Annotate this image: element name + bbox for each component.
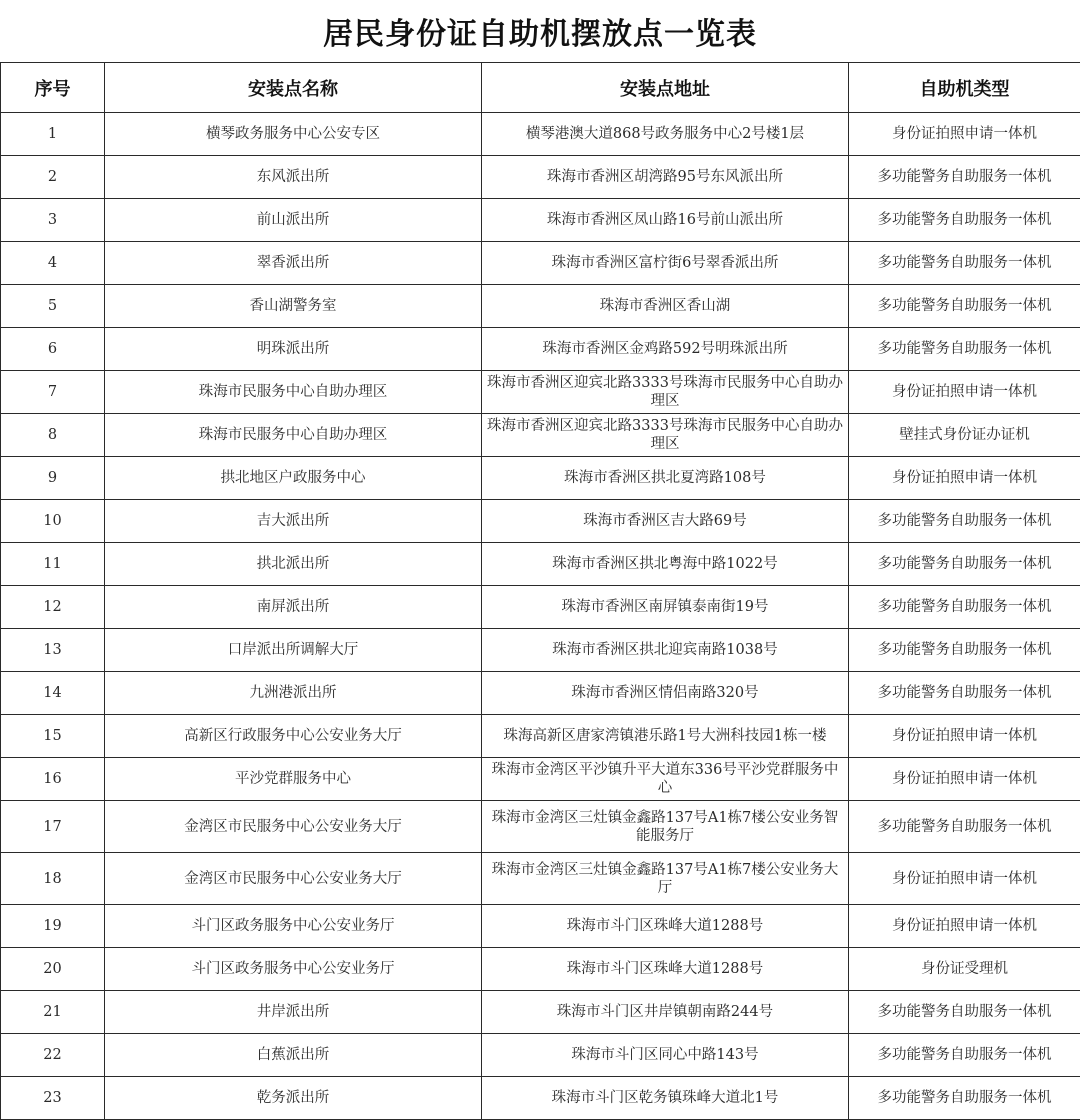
cell-location-address: 珠海市斗门区井岸镇朝南路244号 — [482, 991, 849, 1034]
cell-location-name: 南屏派出所 — [105, 586, 482, 629]
cell-index: 19 — [1, 905, 105, 948]
table-row — [1, 758, 1080, 801]
cell-location-address: 珠海市金湾区平沙镇升平大道东336号平沙党群服务中心 — [482, 758, 849, 801]
cell-index: 3 — [1, 199, 105, 242]
cell-location-name: 东风派出所 — [105, 156, 482, 199]
cell-index: 15 — [1, 715, 105, 758]
table-row — [1, 1077, 1080, 1120]
cell-location-name: 金湾区市民服务中心公安业务大厅 — [105, 853, 482, 905]
table-row — [1, 948, 1080, 991]
cell-kiosk-type: 多功能警务自助服务一体机 — [849, 1077, 1080, 1120]
cell-kiosk-type: 身份证拍照申请一体机 — [849, 715, 1080, 758]
cell-location-address: 珠海市香洲区拱北粤海中路1022号 — [482, 543, 849, 586]
cell-kiosk-type: 多功能警务自助服务一体机 — [849, 500, 1080, 543]
cell-kiosk-type: 多功能警务自助服务一体机 — [849, 199, 1080, 242]
cell-location-address: 珠海市香洲区吉大路69号 — [482, 500, 849, 543]
cell-index: 23 — [1, 1077, 105, 1120]
cell-location-name: 金湾区市民服务中心公安业务大厅 — [105, 801, 482, 853]
table-row — [1, 905, 1080, 948]
cell-kiosk-type: 身份证拍照申请一体机 — [849, 853, 1080, 905]
cell-index: 18 — [1, 853, 105, 905]
cell-location-address: 珠海市香洲区迎宾北路3333号珠海市民服务中心自助办理区 — [482, 371, 849, 414]
cell-index: 9 — [1, 457, 105, 500]
cell-kiosk-type: 多功能警务自助服务一体机 — [849, 156, 1080, 199]
table-row — [1, 113, 1080, 156]
table-row — [1, 285, 1080, 328]
cell-location-name: 井岸派出所 — [105, 991, 482, 1034]
cell-index: 10 — [1, 500, 105, 543]
cell-location-address: 珠海高新区唐家湾镇港乐路1号大洲科技园1栋一楼 — [482, 715, 849, 758]
cell-location-address: 珠海市斗门区乾务镇珠峰大道北1号 — [482, 1077, 849, 1120]
table-row — [1, 242, 1080, 285]
cell-location-name: 翠香派出所 — [105, 242, 482, 285]
cell-index: 13 — [1, 629, 105, 672]
table-row — [1, 853, 1080, 905]
table-row — [1, 586, 1080, 629]
cell-location-name: 前山派出所 — [105, 199, 482, 242]
cell-location-name: 平沙党群服务中心 — [105, 758, 482, 801]
cell-location-name: 香山湖警务室 — [105, 285, 482, 328]
header-index: 序号 — [1, 63, 105, 113]
kiosk-location-table — [0, 62, 1080, 1120]
cell-location-name: 珠海市民服务中心自助办理区 — [105, 371, 482, 414]
cell-kiosk-type: 身份证受理机 — [849, 948, 1080, 991]
cell-index: 5 — [1, 285, 105, 328]
cell-location-address: 珠海市斗门区同心中路143号 — [482, 1034, 849, 1077]
cell-location-name: 斗门区政务服务中心公安业务厅 — [105, 948, 482, 991]
cell-location-name: 珠海市民服务中心自助办理区 — [105, 414, 482, 457]
cell-kiosk-type: 多功能警务自助服务一体机 — [849, 991, 1080, 1034]
table-row — [1, 328, 1080, 371]
cell-location-address: 珠海市香洲区情侣南路320号 — [482, 672, 849, 715]
cell-location-address: 珠海市香洲区凤山路16号前山派出所 — [482, 199, 849, 242]
cell-kiosk-type: 身份证拍照申请一体机 — [849, 113, 1080, 156]
cell-index: 7 — [1, 371, 105, 414]
cell-location-address: 珠海市香洲区迎宾北路3333号珠海市民服务中心自助办理区 — [482, 414, 849, 457]
table-header-row — [1, 63, 1080, 113]
cell-location-name: 横琴政务服务中心公安专区 — [105, 113, 482, 156]
cell-location-name: 口岸派出所调解大厅 — [105, 629, 482, 672]
cell-location-address: 珠海市香洲区金鸡路592号明珠派出所 — [482, 328, 849, 371]
cell-kiosk-type: 多功能警务自助服务一体机 — [849, 586, 1080, 629]
cell-index: 8 — [1, 414, 105, 457]
cell-location-name: 乾务派出所 — [105, 1077, 482, 1120]
header-location-name: 安装点名称 — [105, 63, 482, 113]
cell-kiosk-type: 多功能警务自助服务一体机 — [849, 285, 1080, 328]
cell-location-name: 斗门区政务服务中心公安业务厅 — [105, 905, 482, 948]
table-row — [1, 672, 1080, 715]
cell-location-name: 拱北地区户政服务中心 — [105, 457, 482, 500]
table-row — [1, 801, 1080, 853]
cell-kiosk-type: 身份证拍照申请一体机 — [849, 905, 1080, 948]
table-row — [1, 715, 1080, 758]
cell-index: 11 — [1, 543, 105, 586]
table-row — [1, 543, 1080, 586]
cell-location-address: 珠海市香洲区南屏镇泰南街19号 — [482, 586, 849, 629]
cell-kiosk-type: 身份证拍照申请一体机 — [849, 457, 1080, 500]
cell-index: 14 — [1, 672, 105, 715]
page-title: 居民身份证自助机摆放点一览表 — [0, 0, 1080, 62]
table-row — [1, 371, 1080, 414]
table-row — [1, 629, 1080, 672]
table-row — [1, 199, 1080, 242]
table-row — [1, 1034, 1080, 1077]
cell-location-address: 珠海市香洲区拱北夏湾路108号 — [482, 457, 849, 500]
table-row — [1, 500, 1080, 543]
cell-location-address: 横琴港澳大道868号政务服务中心2号楼1层 — [482, 113, 849, 156]
cell-location-address: 珠海市香洲区香山湖 — [482, 285, 849, 328]
cell-kiosk-type: 身份证拍照申请一体机 — [849, 371, 1080, 414]
cell-index: 12 — [1, 586, 105, 629]
cell-index: 22 — [1, 1034, 105, 1077]
table-row — [1, 457, 1080, 500]
cell-location-address: 珠海市斗门区珠峰大道1288号 — [482, 905, 849, 948]
cell-kiosk-type: 壁挂式身份证办证机 — [849, 414, 1080, 457]
cell-location-address: 珠海市香洲区拱北迎宾南路1038号 — [482, 629, 849, 672]
cell-location-address: 珠海市金湾区三灶镇金鑫路137号A1栋7楼公安业务大厅 — [482, 853, 849, 905]
table-row — [1, 414, 1080, 457]
cell-location-name: 明珠派出所 — [105, 328, 482, 371]
cell-location-name: 九洲港派出所 — [105, 672, 482, 715]
cell-index: 1 — [1, 113, 105, 156]
cell-index: 21 — [1, 991, 105, 1034]
header-location-address: 安装点地址 — [482, 63, 849, 113]
cell-location-name: 拱北派出所 — [105, 543, 482, 586]
cell-kiosk-type: 多功能警务自助服务一体机 — [849, 543, 1080, 586]
cell-kiosk-type: 多功能警务自助服务一体机 — [849, 1034, 1080, 1077]
cell-index: 4 — [1, 242, 105, 285]
cell-kiosk-type: 多功能警务自助服务一体机 — [849, 801, 1080, 853]
cell-index: 17 — [1, 801, 105, 853]
cell-kiosk-type: 多功能警务自助服务一体机 — [849, 672, 1080, 715]
cell-kiosk-type: 多功能警务自助服务一体机 — [849, 328, 1080, 371]
header-kiosk-type: 自助机类型 — [849, 63, 1080, 113]
cell-location-name: 高新区行政服务中心公安业务大厅 — [105, 715, 482, 758]
table-row — [1, 156, 1080, 199]
cell-location-name: 吉大派出所 — [105, 500, 482, 543]
cell-kiosk-type: 身份证拍照申请一体机 — [849, 758, 1080, 801]
table-body — [1, 113, 1080, 1120]
cell-index: 16 — [1, 758, 105, 801]
cell-index: 20 — [1, 948, 105, 991]
cell-index: 6 — [1, 328, 105, 371]
cell-index: 2 — [1, 156, 105, 199]
cell-kiosk-type: 多功能警务自助服务一体机 — [849, 629, 1080, 672]
table-row — [1, 991, 1080, 1034]
cell-location-address: 珠海市香洲区胡湾路95号东风派出所 — [482, 156, 849, 199]
cell-location-name: 白蕉派出所 — [105, 1034, 482, 1077]
cell-location-address: 珠海市香洲区富柠街6号翠香派出所 — [482, 242, 849, 285]
cell-location-address: 珠海市金湾区三灶镇金鑫路137号A1栋7楼公安业务智能服务厅 — [482, 801, 849, 853]
cell-location-address: 珠海市斗门区珠峰大道1288号 — [482, 948, 849, 991]
cell-kiosk-type: 多功能警务自助服务一体机 — [849, 242, 1080, 285]
